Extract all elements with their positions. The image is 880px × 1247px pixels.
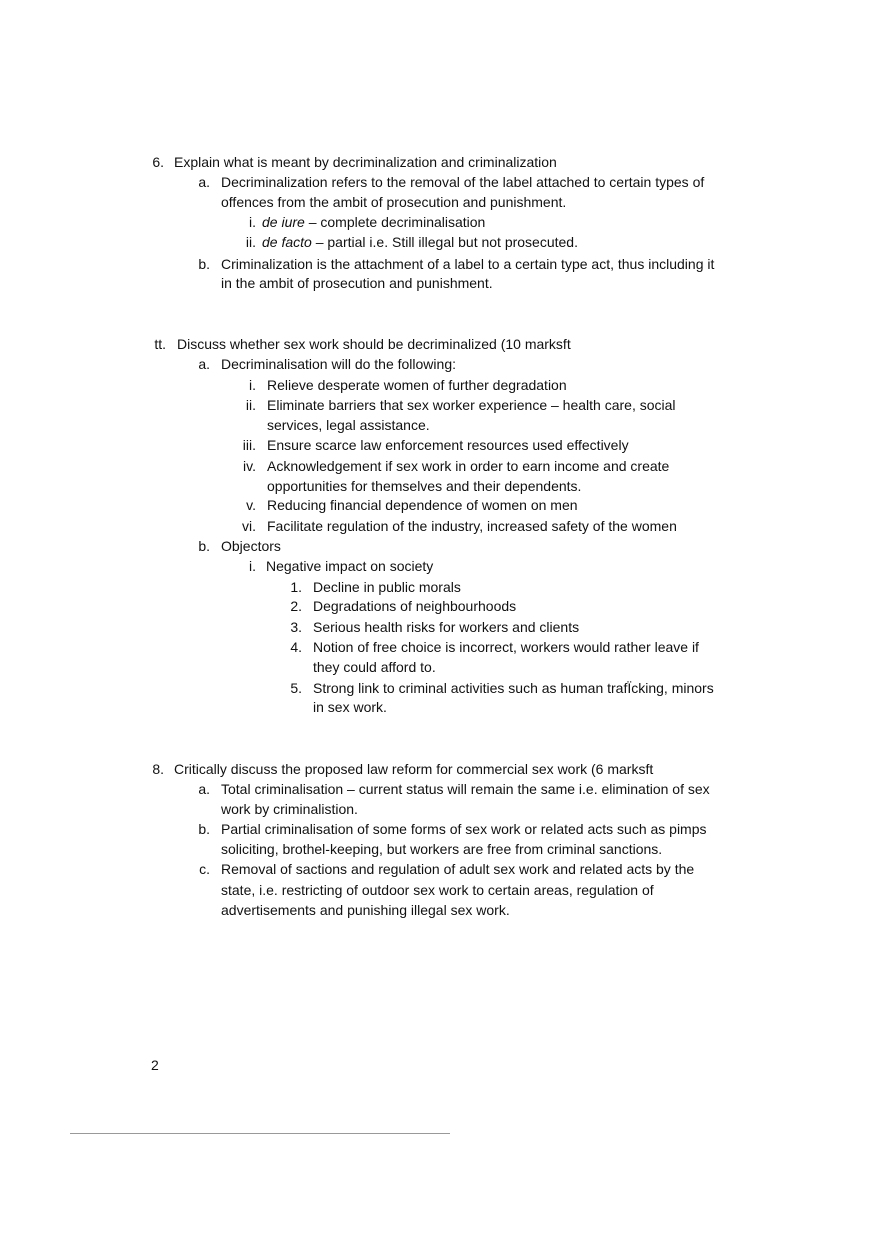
q6-a-ii-rest: – partial i.e. Still illegal but not prosecuted.	[311, 234, 578, 250]
q7-title: Discuss whether sex work should be decriminalized (10 marksft	[177, 336, 571, 352]
q7-a-text: Decriminalisation will do the following:	[221, 356, 456, 372]
q8-item-text: soliciting, brothel-keeping, but workers are free from criminal sanctions.	[221, 841, 663, 857]
q7-a-item-text: Ensure scarce law enforcement resources used effectively	[267, 437, 629, 453]
q6-a-ii-text	[262, 232, 578, 252]
q7-a-item-label: iii.	[242, 437, 256, 453]
q6-a-i-rest: – complete decriminalisation	[304, 214, 486, 230]
q6-number: 6.	[152, 154, 164, 170]
page-number: 2	[151, 1057, 159, 1073]
q7-b-i-item-label: 1.	[290, 579, 302, 595]
q6-b-line2: in the ambit of prosecution and punishment.	[221, 275, 493, 291]
q6-a-label: a.	[198, 174, 210, 190]
q6-a-i-label: i.	[249, 214, 256, 230]
q7-b-i-label: i.	[249, 558, 256, 574]
q8-item-text: Total criminalisation – current status will remain the same i.e. elimination of sex	[221, 781, 710, 797]
q8-item-label: a.	[198, 781, 210, 797]
q6-a-ii-term: de facto	[262, 234, 312, 250]
q8-item-text: Partial criminalisation of some forms of sex work or related acts such as pimps	[221, 821, 707, 837]
q7-a-item-text: Relieve desperate women of further degradation	[267, 377, 567, 393]
q7-b-i-item-label: 3.	[290, 619, 302, 635]
footer-divider	[70, 1133, 450, 1134]
q6-a-line1: Decriminalization refers to the removal of the label attached to certain types of	[221, 174, 705, 190]
q8-item-text: Removal of sactions and regulation of adult sex work and related acts by the	[221, 861, 695, 877]
q7-a-item-label: iv.	[243, 458, 256, 474]
q7-b-i-item-text: they could afford to.	[313, 659, 436, 675]
q8-number: 8.	[152, 761, 164, 777]
q6-a-line2: offences from the ambit of prosecution and punishment.	[221, 194, 567, 210]
q8-item-label: c.	[199, 861, 210, 877]
q6-title: Explain what is meant by decriminalization and criminalization	[174, 154, 557, 170]
q7-a-item-label: ii.	[245, 397, 256, 413]
q7-b-label: b.	[198, 538, 210, 554]
q7-a-item-text: Eliminate barriers that sex worker experience – health care, social	[267, 397, 676, 413]
q7-b-i-item-text: in sex work.	[313, 699, 387, 715]
q8-item-label: b.	[198, 821, 210, 837]
q6-b-line1: Criminalization is the attachment of a label to a certain type act, thus including it	[221, 256, 715, 272]
q7-a-item-text: Reducing financial dependence of women on men	[267, 497, 578, 513]
q7-a-item-label: i.	[249, 377, 256, 393]
q8-title: Critically discuss the proposed law reform for commercial sex work (6 marksft	[174, 761, 654, 777]
q6-a-i-term: de iure	[262, 214, 305, 230]
q7-b-i-item-label: 2.	[290, 598, 302, 614]
q8-item-text: advertisements and punishing illegal sex work.	[221, 902, 510, 918]
q8-item-text: work by criminalistion.	[221, 801, 358, 817]
q7-a-label: a.	[198, 356, 210, 372]
q7-a-item-text: Acknowledgement if sex work in order to earn income and create	[267, 458, 670, 474]
q6-a-ii-label: ii.	[245, 234, 256, 250]
q7-b-i-item-text: Strong link to criminal activities such as human trafÏcking, minors	[313, 680, 714, 696]
q8-item-text: state, i.e. restricting of outdoor sex work to certain areas, regulation of	[221, 882, 654, 898]
q7-a-item-label: vi.	[242, 518, 256, 534]
q7-a-item-label: v.	[246, 497, 256, 513]
q7-a-item-text: services, legal assistance.	[267, 417, 430, 433]
q7-b-i-item-label: 5.	[290, 680, 302, 696]
q7-b-i-item-label: 4.	[290, 639, 302, 655]
q7-b-i-item-text: Decline in public morals	[313, 579, 461, 595]
q7-b-i-text: Negative impact on society	[266, 558, 434, 574]
q7-number: tt.	[154, 336, 166, 352]
q7-b-i-item-text: Serious health risks for workers and clients	[313, 619, 580, 635]
q7-a-item-text: opportunities for themselves and their dependents.	[267, 478, 582, 494]
q7-b-i-item-text: Notion of free choice is incorrect, workers would rather leave if	[313, 639, 699, 655]
q7-b-i-item-text: Degradations of neighbourhoods	[313, 598, 517, 614]
q6-a-i-text	[262, 212, 485, 232]
q7-b-text: Objectors	[221, 538, 281, 554]
q6-b-label: b.	[198, 256, 210, 272]
q7-a-item-text: Facilitate regulation of the industry, increased safety of the women	[267, 518, 677, 534]
